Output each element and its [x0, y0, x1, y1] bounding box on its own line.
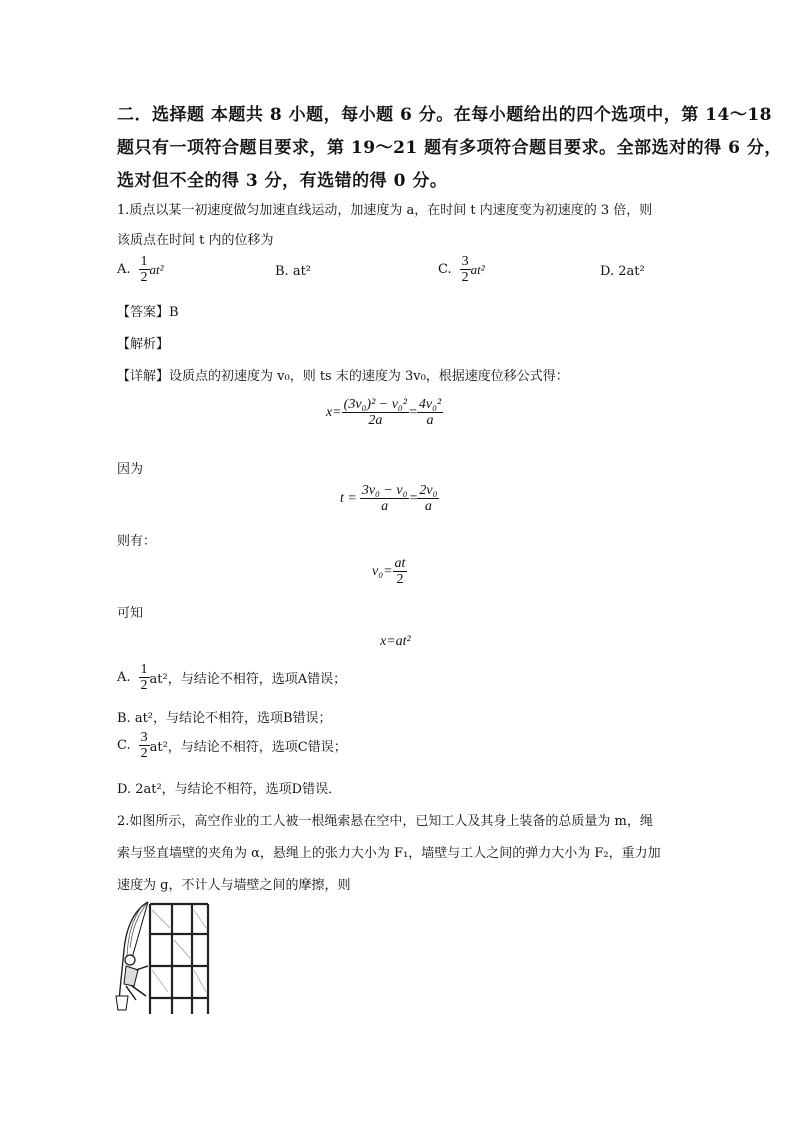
- option-d: D. 2at²: [600, 264, 645, 279]
- option-a-label: A.: [117, 262, 131, 278]
- option-a: [117, 254, 164, 286]
- equation-3-numerator: at: [394, 556, 406, 571]
- option-a-numerator: 1: [140, 254, 148, 269]
- option-b: B. at²: [275, 264, 312, 279]
- question-2-line-3: 速度为 g，不计人与墙壁之间的摩擦，则: [117, 878, 351, 893]
- section-header-line-3: 选对但不全的得 3 分，有选错的得 0 分。: [117, 171, 448, 191]
- equation-2-numerator-2: 2v₀: [419, 483, 438, 498]
- judge-a-label: A.: [117, 670, 131, 686]
- equation-2-lhs: t =: [340, 490, 357, 506]
- equation-2-denominator-2: a: [424, 499, 432, 515]
- option-c: [438, 254, 485, 286]
- detail-line: 【详解】设质点的初速度为 v₀，则 ts 末的速度为 3v₀，根据速度位移公式得：: [117, 369, 569, 384]
- equation-1-denominator-1: 2a: [368, 413, 383, 429]
- judge-c-text: at²，与结论不相符，选项C错误；: [149, 740, 347, 756]
- option-c-fraction: [460, 254, 471, 286]
- option-c-denominator: 2: [461, 270, 469, 286]
- equation-1-fraction-1: [342, 397, 409, 429]
- judge-a: [117, 662, 346, 694]
- equation-2-fraction-1: [360, 483, 410, 515]
- judge-b: B. at²，与结论不相符，选项B错误；: [117, 711, 332, 726]
- judge-c-fraction: [139, 730, 150, 762]
- equation-3-fraction: [393, 556, 408, 588]
- judge-a-text: at²，与结论不相符，选项A错误；: [149, 672, 347, 688]
- equation-4: x=at²: [380, 634, 411, 649]
- judge-c: [117, 730, 347, 762]
- option-a-fraction: [139, 254, 150, 286]
- equation-2: [340, 483, 439, 515]
- question-2-line-1: 2.如图所示，高空作业的工人被一根绳索悬在空中，已知工人及其身上装备的总质量为 m，绳: [117, 814, 653, 829]
- analysis-heading: 【解析】: [117, 337, 170, 352]
- equation-1-numerator-1: (3v₀)² − v₀²: [343, 397, 407, 412]
- equation-3-lhs: v₀=: [372, 563, 393, 579]
- equation-1: [326, 397, 443, 429]
- option-c-numerator: 3: [461, 254, 469, 269]
- equation-1-numerator-2: 4v₀²: [418, 397, 442, 412]
- know-label: 可知: [117, 606, 144, 621]
- equation-1-fraction-2: [417, 397, 443, 429]
- judge-a-fraction: [139, 662, 150, 694]
- worker-on-wall-figure: [112, 900, 212, 1018]
- equation-2-numerator-1: 3v₀ − v₀: [361, 483, 408, 498]
- then-label: 则有：: [117, 534, 157, 549]
- equation-1-equals: =: [409, 404, 417, 420]
- option-c-label: C.: [438, 262, 452, 278]
- equation-3-denominator: 2: [396, 572, 404, 588]
- equation-3: [372, 556, 407, 588]
- judge-a-numerator: 1: [140, 662, 148, 677]
- equation-1-lhs: x=: [326, 404, 342, 420]
- option-a-expression: at²: [149, 261, 164, 277]
- section-header-line-1: 二．选择题 本题共 8 小题，每小题 6 分。在每小题给出的四个选项中，第 14～18: [117, 105, 772, 125]
- because-label: 因为: [117, 462, 144, 477]
- judge-c-label: C.: [117, 738, 131, 754]
- judge-c-denominator: 2: [140, 746, 148, 762]
- question-1-stem-line-1: 1.质点以某一初速度做匀加速直线运动，加速度为 a，在时间 t 内速度变为初速度的 3 倍，则: [117, 203, 653, 218]
- judge-c-numerator: 3: [140, 730, 148, 745]
- equation-2-denominator-1: a: [381, 499, 389, 515]
- equation-2-equals: =: [409, 490, 418, 506]
- option-a-denominator: 2: [140, 270, 148, 286]
- question-1-stem-line-2: 该质点在时间 t 内的位移为: [117, 233, 274, 248]
- answer-line: 【答案】B: [117, 305, 179, 320]
- option-c-expression: at²: [470, 261, 485, 277]
- judge-a-denominator: 2: [140, 678, 148, 694]
- equation-2-fraction-2: [417, 483, 439, 515]
- section-header-line-2: 题只有一项符合题目要求，第 19～21 题有多项符合题目要求。全部选对的得 6 分，: [117, 138, 782, 158]
- equation-1-denominator-2: a: [426, 413, 434, 429]
- judge-d: D. 2at²，与结论不相符，选项D错误．: [117, 782, 342, 797]
- question-2-line-2: 索与竖直墙壁的夹角为 α，悬绳上的张力大小为 F₁，墙壁与工人之间的弹力大小为 F₂，重力加: [117, 846, 661, 861]
